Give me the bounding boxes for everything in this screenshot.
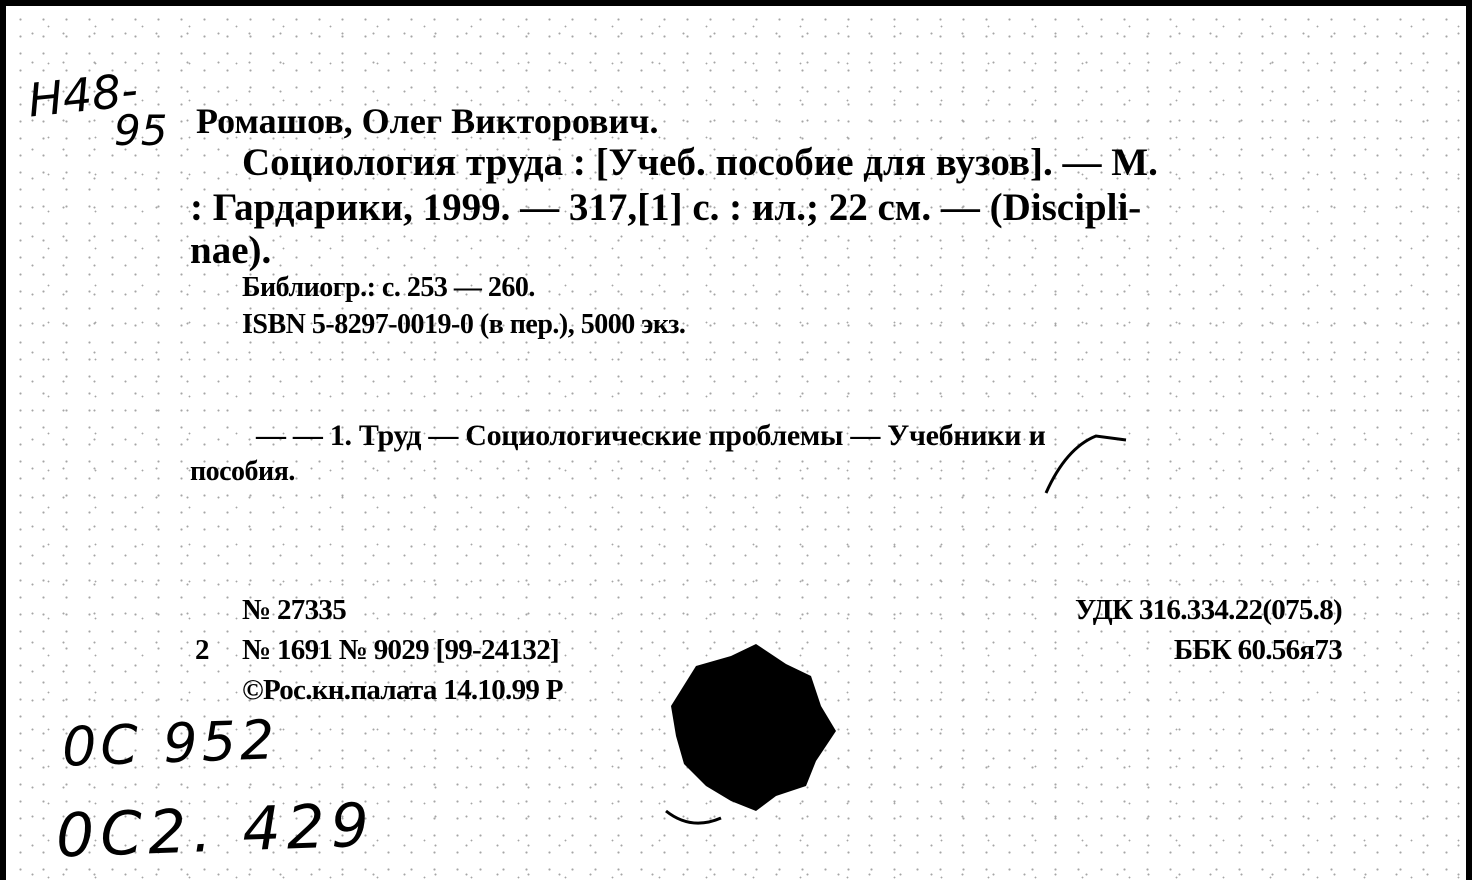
udk-code: УДК 316.334.22(075.8) [1075, 594, 1342, 626]
title-line-2: : Гардарики, 1999. — 317,[1] с. : ил.; 22 см. — (Discipli- [190, 186, 1142, 229]
pen-stroke [1036, 418, 1146, 498]
registration-numbers: № 1691 № 9029 [99-24132] [242, 634, 559, 666]
title-line-1: Социология труда : [Учеб. пособие для вузов]. — М. [242, 141, 1158, 184]
card-number: № 27335 [242, 594, 346, 626]
handwritten-code-bottom: 95 [114, 106, 168, 155]
copyright-line: ©Рос.кн.палата 14.10.99 Р [242, 674, 563, 706]
ink-blot [636, 636, 846, 836]
handwritten-mark-1: 0С 952 [60, 708, 280, 779]
catalog-card [6, 6, 1466, 880]
bibliography-note: Библиогр.: с. 253 — 260. [242, 272, 535, 303]
subject-line-1: — — 1. Труд — Социологические проблемы — Учебники и [256, 419, 1046, 452]
isbn-line: ISBN 5-8297-0019-0 (в пер.), 5000 экз. [242, 309, 686, 340]
subject-line-2: пособия. [190, 456, 295, 487]
title-line-3: nae). [190, 229, 272, 272]
author-heading: Ромашов, Олег Викторович. [196, 101, 659, 141]
handwritten-mark-2: 0С2. 429 [54, 790, 377, 872]
bbk-code: ББК 60.56я73 [1173, 634, 1342, 666]
handwritten-code-top: Н48- [25, 62, 141, 128]
sheet-number: 2 [195, 634, 210, 666]
